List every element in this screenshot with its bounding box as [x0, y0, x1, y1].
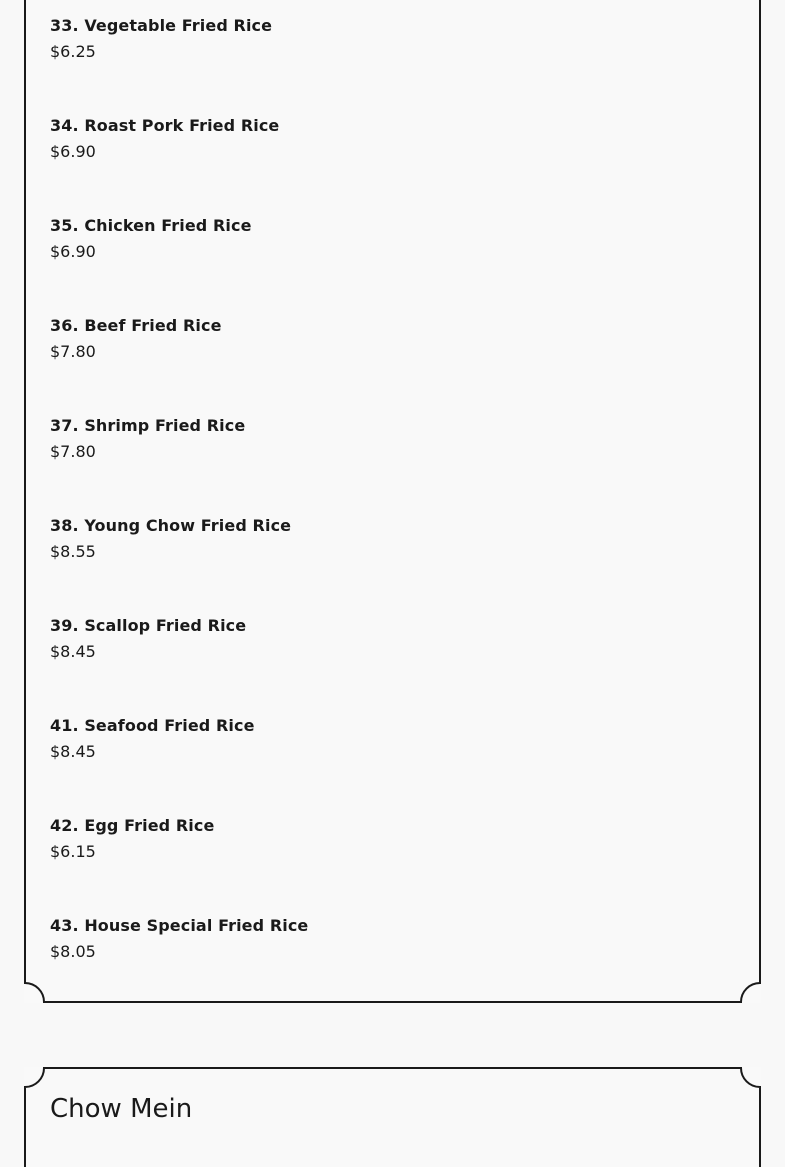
menu-item-price: $8.45 [50, 642, 96, 661]
menu-item-name: 42. Egg Fried Rice [50, 816, 215, 835]
menu-item-name: 41. Seafood Fried Rice [50, 716, 255, 735]
menu-item[interactable] [50, 916, 308, 962]
menu-item-name: 37. Shrimp Fried Rice [50, 416, 246, 435]
menu-item-price: $6.15 [50, 842, 96, 861]
menu-item-name: 43. House Special Fried Rice [50, 916, 309, 935]
menu-item-price: $6.25 [50, 42, 96, 61]
menu-item-price: $6.90 [50, 142, 96, 161]
menu-item[interactable] [50, 416, 245, 462]
menu-item-price: $8.45 [50, 742, 96, 761]
menu-item[interactable] [50, 616, 246, 662]
menu-item-name: 39. Scallop Fried Rice [50, 616, 247, 635]
menu-item-name: 38. Young Chow Fried Rice [50, 516, 292, 535]
menu-item-price: $8.55 [50, 542, 96, 561]
chow-mein-section [24, 1067, 761, 1167]
fried-rice-section [24, 0, 761, 1003]
menu-item[interactable] [50, 216, 252, 262]
menu-item-name: 33. Vegetable Fried Rice [50, 16, 273, 35]
menu-item[interactable] [50, 716, 255, 762]
menu-item-price: $7.80 [50, 442, 96, 461]
menu-item-price: $6.90 [50, 242, 96, 261]
menu-item-name: 35. Chicken Fried Rice [50, 216, 252, 235]
menu-item[interactable] [50, 816, 214, 862]
menu-item-name: 36. Beef Fried Rice [50, 316, 222, 335]
menu-item[interactable] [50, 316, 222, 362]
section-title: Chow Mein [50, 1094, 193, 1124]
menu-item-name: 34. Roast Pork Fried Rice [50, 116, 280, 135]
menu-item[interactable] [50, 516, 291, 562]
menu-item-price: $7.80 [50, 342, 96, 361]
menu-item[interactable] [50, 116, 279, 162]
menu-item-price: $8.05 [50, 942, 96, 961]
menu-item[interactable] [50, 16, 272, 62]
